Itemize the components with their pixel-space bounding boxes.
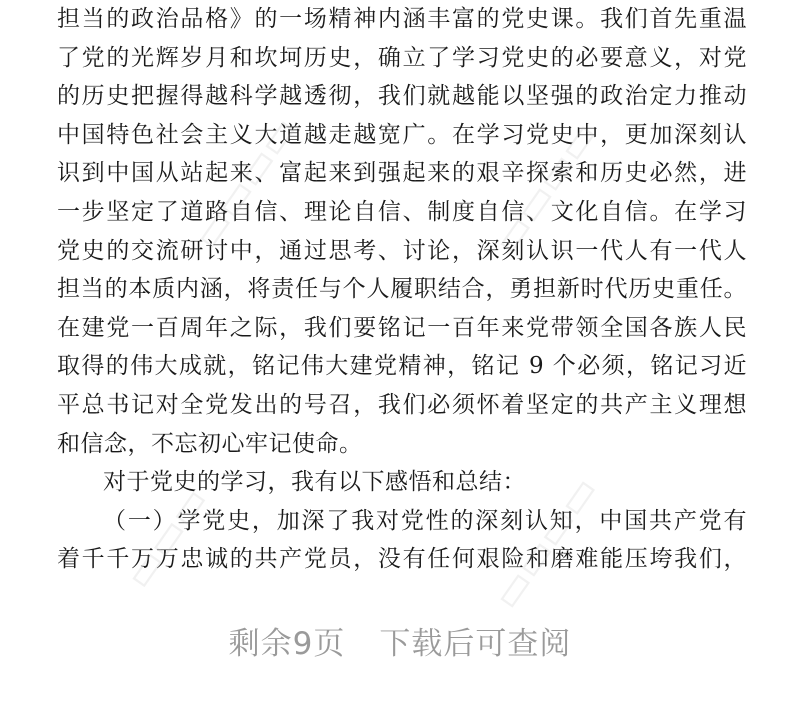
download-prompt[interactable]	[0, 618, 800, 663]
text-line: 担当的本质内涵，将责任与个人履职结合，勇担新时代历史重任。	[57, 276, 747, 303]
text-line: 在建党一百周年之际，我们要铭记一百年来党带领全国各族人民	[57, 314, 747, 341]
text-line: 对于党史的学习，我有以下感悟和总结：	[103, 469, 526, 496]
watermark-mark: ▭▭▭▭	[483, 467, 608, 619]
text-line: 平总书记对全党发出的号召，我们必须怀着坚定的共产主义理想	[57, 391, 747, 418]
text-line: 中国特色社会主义大道越走越宽广。在学习党史中，更加深刻认	[57, 121, 747, 148]
text-line: 取得的伟大成就，铭记伟大建党精神，铭记 9 个必须，铭记习近	[57, 353, 747, 380]
text-line: （一）学党史，加深了我对党性的深刻认知，中国共产党有	[103, 507, 747, 534]
text-line: 党史的交流研讨中，通过思考、讨论，深刻认识一代人有一代人	[57, 237, 747, 264]
text-line: 了党的光辉岁月和坎坷历史，确立了学习党史的必要意义，对党	[57, 44, 747, 71]
watermark-mark: ▭▭▭▭	[483, 112, 608, 264]
text-line: 着千千万万忠诚的共产党员，没有任何艰险和磨难能压垮我们，	[57, 546, 747, 573]
watermark-mark: ▭▭▭▭	[183, 107, 308, 259]
text-line: 识到中国从站起来、富起来到强起来的艰辛探索和历史必然，进	[57, 160, 747, 187]
text-line: 一步坚定了道路自信、理论自信、制度自信、文化自信。在学习	[57, 198, 747, 225]
remaining-pages-label: 剩余9页	[228, 626, 346, 662]
watermark-mark: ▭▭▭	[115, 478, 219, 598]
text-line: 担当的政治品格》的一场精神内涵丰富的党史课。我们首先重温	[57, 6, 747, 32]
document-body	[57, 0, 747, 579]
text-line: 的历史把握得越科学越透彻，我们就越能以坚强的政治定力推动	[57, 83, 747, 110]
text-line: 和信念，不忘初心牢记使命。	[57, 430, 363, 457]
download-hint-label: 下载后可查阅	[379, 626, 572, 662]
